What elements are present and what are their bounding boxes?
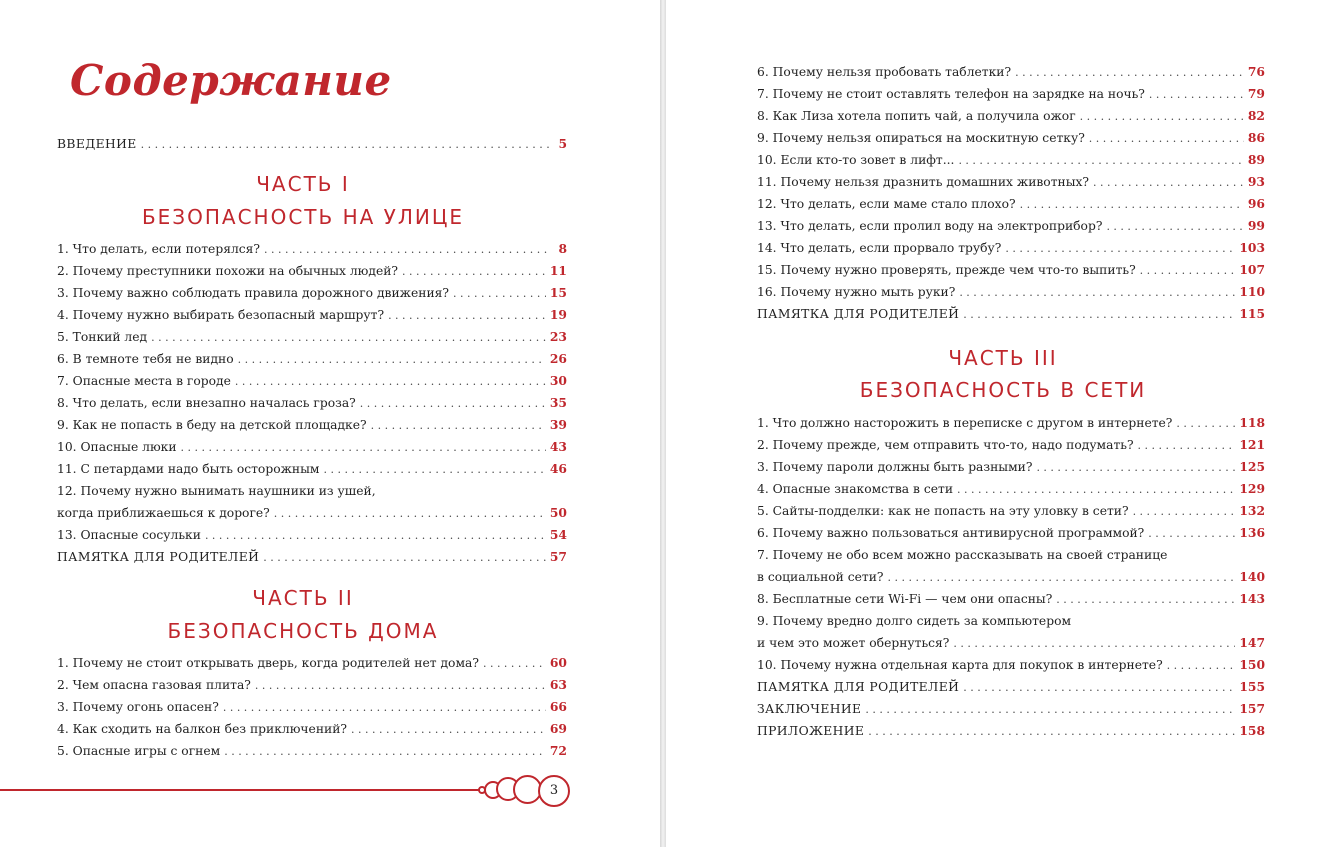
dot-leader <box>963 678 1235 698</box>
dot-leader <box>1138 436 1236 456</box>
dot-leader <box>181 438 546 458</box>
dot-leader <box>1093 173 1244 193</box>
dot-leader <box>959 283 1235 303</box>
toc-entry-memo-2[interactable]: ПАМЯТКА ДЛЯ РОДИТЕЛЕЙ . . . 115 <box>757 304 1265 324</box>
dot-leader <box>371 416 546 436</box>
toc-entry-p1-5[interactable]: 5. Тонкий лед . . . 23 <box>57 327 567 347</box>
toc-entry-p2-14[interactable]: 14. Что делать, если прорвало трубу? . . . 103 <box>757 238 1265 258</box>
part-3-label: ЧАСТЬ III <box>948 346 1058 370</box>
dot-leader <box>868 722 1235 742</box>
toc-entry-p3-10[interactable]: 10. Почему нужна отдельная карта для покупок в интернете? . . . 150 <box>757 655 1265 675</box>
dot-leader <box>957 480 1235 500</box>
dot-leader <box>1056 590 1235 610</box>
toc-entry-p1-9[interactable]: 9. Как не попасть в беду на детской площадке? . . . 39 <box>57 415 567 435</box>
toc-entry-p2-9[interactable]: 9. Почему нельзя опираться на москитную сетку? . . . 86 <box>757 128 1265 148</box>
dot-leader <box>238 350 546 370</box>
dot-leader <box>453 284 546 304</box>
toc-entry-p3-9-line1[interactable]: 9. Почему вредно долго сидеть за компьютером <box>757 614 1072 628</box>
toc-entry-p2-5[interactable]: 5. Опасные игры с огнем . . . 72 <box>57 741 567 761</box>
part-2-name: БЕЗОПАСНОСТЬ ДОМА <box>167 619 439 643</box>
page-number: 3 <box>538 775 570 807</box>
dot-leader <box>1148 524 1235 544</box>
dot-leader <box>351 720 546 740</box>
toc-entry-p1-4[interactable]: 4. Почему нужно выбирать безопасный маршрут? . . . 19 <box>57 305 567 325</box>
toc-entry-p2-2[interactable]: 2. Чем опасна газовая плита? . . . 63 <box>57 675 567 695</box>
part-3-name: БЕЗОПАСНОСТЬ В СЕТИ <box>859 378 1147 402</box>
toc-entry-p3-2[interactable]: 2. Почему прежде, чем отправить что-то, надо подумать? . . . 121 <box>757 435 1265 455</box>
dot-leader <box>141 135 549 155</box>
toc-entry-conclusion[interactable]: ЗАКЛЮЧЕНИЕ . . . 157 <box>757 699 1265 719</box>
toc-entry-p1-6[interactable]: 6. В темноте тебя не видно . . . 26 <box>57 349 567 369</box>
toc-entry-p3-4[interactable]: 4. Опасные знакомства в сети . . . 129 <box>757 479 1265 499</box>
toc-entry-p3-1[interactable]: 1. Что должно насторожить в переписке с другом в интернете? . . . 118 <box>757 413 1265 433</box>
toc-entry-p2-7[interactable]: 7. Почему не стоит оставлять телефон на зарядке на ночь? . . . 79 <box>757 84 1265 104</box>
toc-entry-p2-13[interactable]: 13. Что делать, если пролил воду на электроприбор? . . . 99 <box>757 216 1265 236</box>
footer-line <box>0 789 482 791</box>
toc-entry-13[interactable]: 13. Опасные сосульки . . . 54 <box>57 525 567 545</box>
dot-leader <box>151 328 546 348</box>
dot-leader <box>1106 217 1243 237</box>
dot-leader <box>865 700 1235 720</box>
dot-leader <box>264 240 549 260</box>
toc-entry-appendix[interactable]: ПРИЛОЖЕНИЕ . . . 158 <box>757 721 1265 741</box>
toc-entry-p2-15[interactable]: 15. Почему нужно проверять, прежде чем что-то выпить? . . . 107 <box>757 260 1265 280</box>
toc-entry-p3-7-line1[interactable]: 7. Почему не обо всем можно рассказывать на своей странице <box>757 548 1168 562</box>
dot-leader <box>274 504 546 524</box>
dot-leader <box>388 306 546 326</box>
dot-leader <box>1020 195 1244 215</box>
dot-leader <box>223 698 546 718</box>
toc-entry-p2-8[interactable]: 8. Как Лиза хотела попить чай, а получила ожог . . . 82 <box>757 106 1265 126</box>
dot-leader <box>360 394 546 414</box>
toc-entry-p3-7[interactable]: в социальной сети? . . . 140 <box>757 567 1265 587</box>
toc-entry-12-line1[interactable]: 12. Почему нужно вынимать наушники из ушей, <box>57 484 376 498</box>
dot-leader <box>888 568 1236 588</box>
toc-entry-p2-6[interactable]: 6. Почему нельзя пробовать таблетки? . . . 76 <box>757 62 1265 82</box>
dot-leader <box>1089 129 1244 149</box>
toc-entry-p1-2[interactable]: 2. Почему преступники похожи на обычных людей? . . . 11 <box>57 261 567 281</box>
part-2-label: ЧАСТЬ II <box>252 586 354 610</box>
toc-entry-p3-6[interactable]: 6. Почему важно пользоваться антивирусной программой? . . . 136 <box>757 523 1265 543</box>
part-1-name: БЕЗОПАСНОСТЬ НА УЛИЦЕ <box>141 205 465 229</box>
toc-entry-p3-3[interactable]: 3. Почему пароли должны быть разными? . . . 125 <box>757 457 1265 477</box>
toc-entry-p3-8[interactable]: 8. Бесплатные сети Wi-Fi — чем они опасны? . . . 143 <box>757 589 1265 609</box>
toc-entry-p2-1[interactable]: 1. Почему не стоит открывать дверь, когда родителей нет дома? . . . 60 <box>57 653 567 673</box>
toc-entry-p3-9[interactable]: и чем это может обернуться? . . . 147 <box>757 633 1265 653</box>
toc-entry-p2-4[interactable]: 4. Как сходить на балкон без приключений? . . . 69 <box>57 719 567 739</box>
dot-leader <box>1133 502 1236 522</box>
toc-entry-p2-12[interactable]: 12. Что делать, если маме стало плохо? . . . 96 <box>757 194 1265 214</box>
dot-leader <box>323 460 545 480</box>
dot-leader <box>1036 458 1235 478</box>
dot-leader <box>1140 261 1236 281</box>
toc-entry-p1-7[interactable]: 7. Опасные места в городе . . . 30 <box>57 371 567 391</box>
toc-entry-p2-10[interactable]: 10. Если кто-то зовет в лифт... . . . 89 <box>757 150 1265 170</box>
dot-leader <box>1149 85 1244 105</box>
dot-leader <box>963 305 1235 325</box>
toc-entry-12[interactable]: когда приближаешься к дороге? . . . 50 <box>57 503 567 523</box>
toc-entry-p1-11[interactable]: 11. С петардами надо быть осторожным . . . 46 <box>57 459 567 479</box>
dot-leader <box>1005 239 1235 259</box>
toc-entry-memo-1[interactable]: ПАМЯТКА ДЛЯ РОДИТЕЛЕЙ . . . 57 <box>57 547 567 567</box>
dot-leader <box>235 372 546 392</box>
dot-leader <box>958 151 1243 171</box>
dot-leader <box>255 676 546 696</box>
toc-entry-p2-3[interactable]: 3. Почему огонь опасен? . . . 66 <box>57 697 567 717</box>
toc-entry-p1-3[interactable]: 3. Почему важно соблюдать правила дорожного движения? . . . 15 <box>57 283 567 303</box>
toc-entry-memo-3[interactable]: ПАМЯТКА ДЛЯ РОДИТЕЛЕЙ . . . 155 <box>757 677 1265 697</box>
right-page <box>666 0 1327 847</box>
dot-leader <box>953 634 1235 654</box>
left-page <box>0 0 660 847</box>
toc-entry-p1-10[interactable]: 10. Опасные люки . . . 43 <box>57 437 567 457</box>
toc-entry-p2-11[interactable]: 11. Почему нельзя дразнить домашних животных? . . . 93 <box>757 172 1265 192</box>
dot-leader <box>483 654 546 674</box>
dot-leader <box>205 526 546 546</box>
dot-leader <box>224 742 546 762</box>
dot-leader <box>263 548 546 568</box>
toc-entry-p2-16[interactable]: 16. Почему нужно мыть руки? . . . 110 <box>757 282 1265 302</box>
dot-leader <box>402 262 546 282</box>
toc-entry-intro[interactable]: ВВЕДЕНИЕ . . . 5 <box>57 134 567 154</box>
toc-entry-p1-8[interactable]: 8. Что делать, если внезапно началась гроза? . . . 35 <box>57 393 567 413</box>
toc-entry-p3-5[interactable]: 5. Сайты-подделки: как не попасть на эту уловку в сети? . . . 132 <box>757 501 1265 521</box>
dot-leader <box>1176 414 1235 434</box>
toc-title: Содержание <box>70 56 392 105</box>
dot-leader <box>1080 107 1244 127</box>
dot-leader <box>1167 656 1236 676</box>
dot-leader <box>1015 63 1244 83</box>
part-1-label: ЧАСТЬ I <box>256 172 350 196</box>
toc-entry-p1-1[interactable]: 1. Что делать, если потерялся? . . . 8 <box>57 239 567 259</box>
